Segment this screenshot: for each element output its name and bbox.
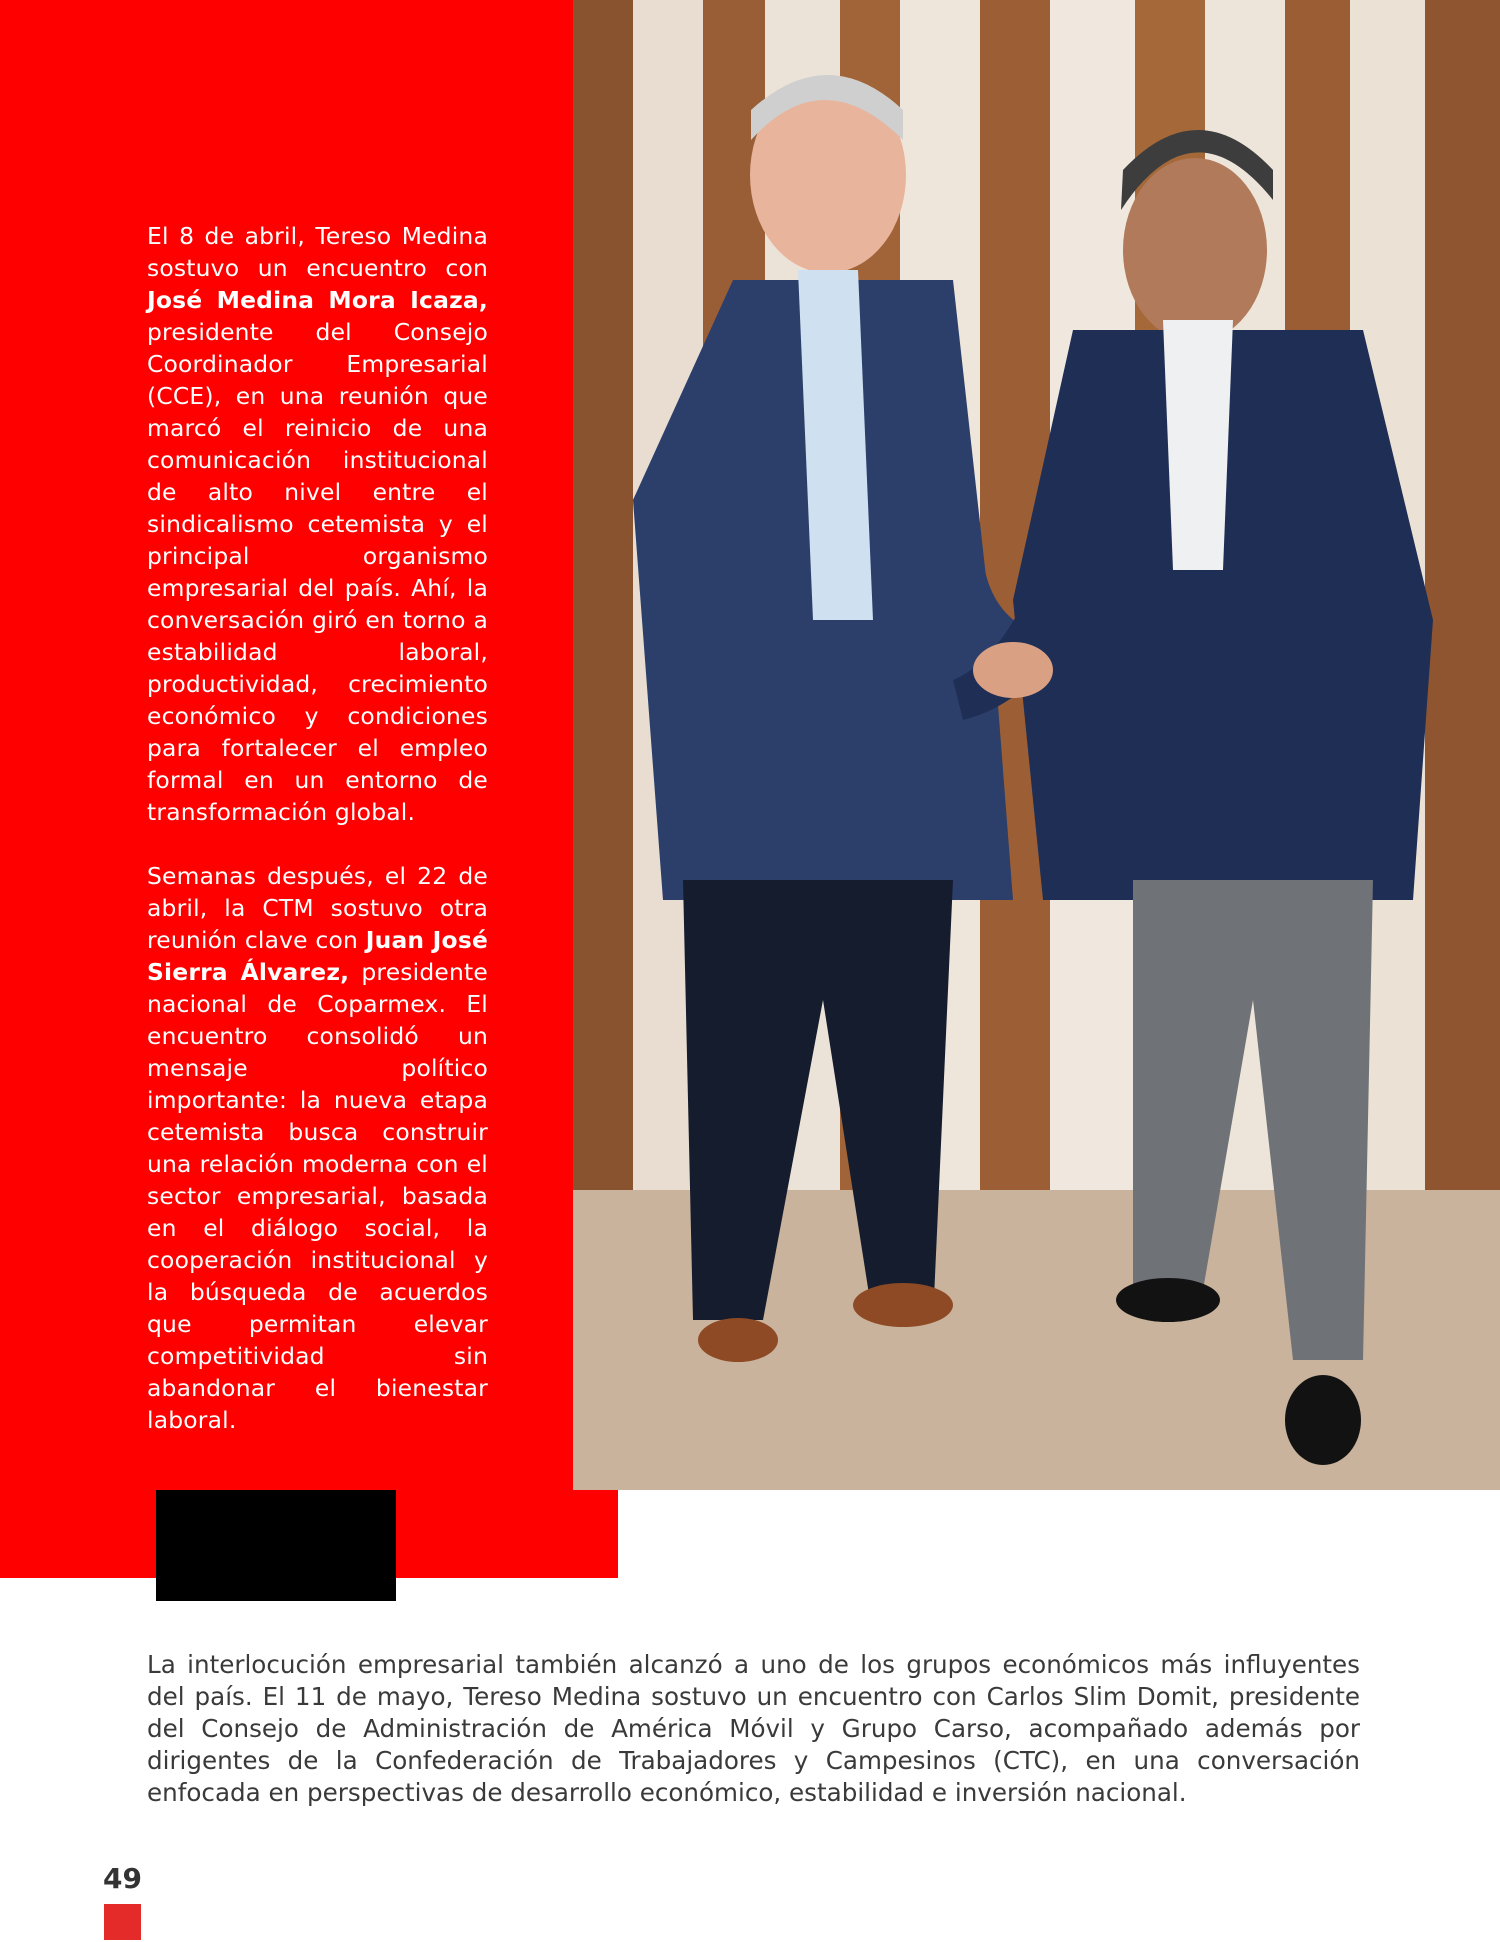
page-marker-square	[104, 1904, 141, 1940]
paragraph-1-body: presidente del Consejo Coordinador Empresarial (CCE), en una reunión que marcó el reinicio de una comunicación institucional de alto nivel entre el sindicalismo cetemista y el principal organismo empresarial del país. Ahí, la conversación giró en torno a estabilidad laboral, productividad, crecimiento económico y condiciones para fortalecer el empleo formal en un entorno de transformación global.	[147, 318, 488, 826]
bottom-paragraph: La interlocución empresarial también alcanzó a uno de los grupos económicos más influyentes del país. El 11 de mayo, Tereso Medina sostuvo un encuentro con Carlos Slim Domit, presidente del Consejo de Administración de América Móvil y Grupo Carso, acompañado además por dirigentes de la Confederación de Trabajadores y Campesinos (CTC), en una conversación enfocada en perspectivas de desarrollo económico, estabilidad e inversión nacional.	[147, 1650, 1360, 1807]
paragraph-1-intro: El 8 de abril, Tereso Medina sostuvo un encuentro con	[147, 222, 488, 282]
page-number: 49	[103, 1862, 142, 1895]
redaction-block	[156, 1490, 396, 1601]
paragraph-2-intro: Semanas después, el 22 de abril, la CTM sostuvo otra reunión clave con	[147, 862, 488, 954]
paragraph-2-highlight-name: Juan José Sierra Álvarez,	[147, 926, 489, 986]
handshake-photo	[573, 0, 1500, 1490]
paragraph-1-highlight-name: José Medina Mora Icaza,	[147, 286, 488, 314]
handshake-hands	[973, 642, 1053, 698]
side-column-text	[147, 220, 488, 1436]
column-paragraph-1	[147, 220, 488, 828]
handshake-photo-illustration	[573, 0, 1500, 1490]
column-paragraph-2	[147, 860, 488, 1436]
paragraph-2-body: presidente nacional de Coparmex. El encuentro consolidó un mensaje político importante: la nueva etapa cetemista busca construir una relación moderna con el sector empresarial, basada en el diálogo social, la cooperación institucional y la búsqueda de acuerdos que permitan elevar competitividad sin abandonar el bienestar laboral.	[147, 958, 488, 1434]
